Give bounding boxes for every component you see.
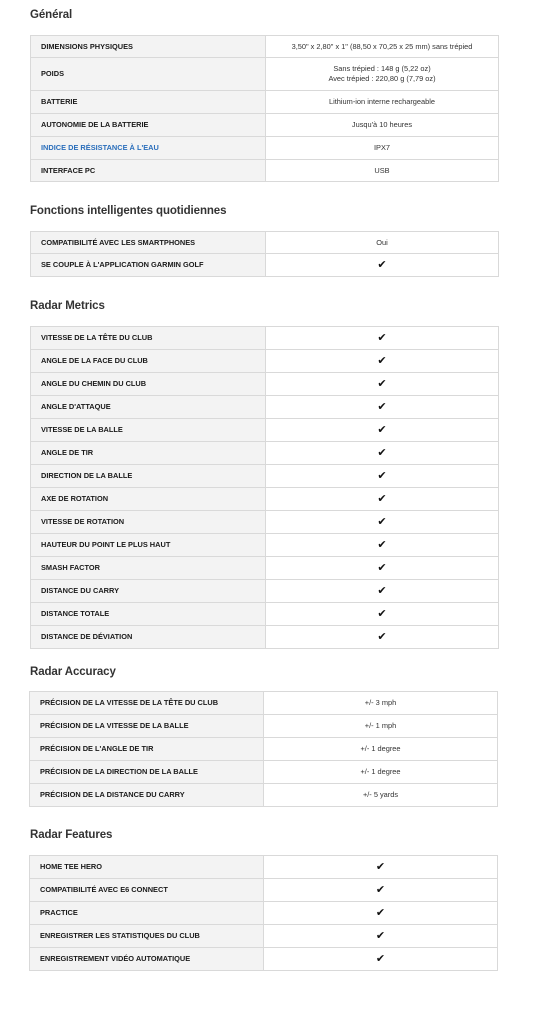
spec-value <box>266 396 499 419</box>
table-row <box>31 603 499 626</box>
spec-label: ENREGISTRER LES STATISTIQUES DU CLUB <box>30 925 264 948</box>
table-row <box>30 715 498 738</box>
checkmark-icon: ✔ <box>377 423 387 436</box>
checkmark-icon: ✔ <box>375 929 386 942</box>
table-row <box>31 580 499 603</box>
spec-label: ANGLE DU CHEMIN DU CLUB <box>31 373 266 396</box>
checkmark-icon: ✔ <box>375 952 386 965</box>
spec-label: DISTANCE DU CARRY <box>31 580 266 603</box>
spec-value <box>266 534 499 557</box>
table-row <box>31 254 499 277</box>
checkmark-icon: ✔ <box>375 883 386 896</box>
spec-value: IPX7 <box>266 137 499 160</box>
spec-value: +/- 1 degree <box>264 738 498 761</box>
checkmark-icon: ✔ <box>377 630 387 643</box>
spec-label: VITESSE DE LA TÊTE DU CLUB <box>31 327 266 350</box>
table-row <box>31 534 499 557</box>
spec-value: +/- 1 mph <box>264 715 498 738</box>
spec-value: Oui <box>266 232 499 254</box>
table-row <box>31 488 499 511</box>
table-row <box>30 761 498 784</box>
checkmark-icon: ✔ <box>377 515 387 528</box>
spec-value <box>266 442 499 465</box>
spec-value <box>266 327 499 350</box>
table-row <box>31 58 499 91</box>
spec-label: AUTONOMIE DE LA BATTERIE <box>31 114 266 137</box>
spec-label: INTERFACE PC <box>31 160 266 182</box>
spec-label: DISTANCE TOTALE <box>31 603 266 626</box>
water-rating-link[interactable]: INDICE DE RÉSISTANCE À L'EAU <box>31 137 266 160</box>
table-row <box>31 36 499 58</box>
section-title-radar-metrics: Radar Metrics <box>30 300 105 312</box>
table-row <box>31 465 499 488</box>
table-row <box>30 902 498 925</box>
general-specs-table <box>30 35 499 182</box>
spec-label: SMASH FACTOR <box>31 557 266 580</box>
table-row <box>30 856 498 879</box>
spec-label: ANGLE DE LA FACE DU CLUB <box>31 350 266 373</box>
spec-label: SE COUPLE À L'APPLICATION GARMIN GOLF <box>31 254 266 277</box>
radar-features-table <box>29 855 498 971</box>
spec-label: HOME TEE HERO <box>30 856 264 879</box>
spec-value <box>266 254 499 277</box>
spec-value: 3,50" x 2,80" x 1" (88,50 x 70,25 x 25 mm) sans trépied <box>266 36 499 58</box>
spec-value: Lithium-ion interne rechargeable <box>266 91 499 114</box>
spec-label: DIMENSIONS PHYSIQUES <box>31 36 266 58</box>
table-row <box>31 419 499 442</box>
radar-accuracy-table <box>29 691 498 807</box>
checkmark-icon: ✔ <box>377 377 387 390</box>
spec-label: DISTANCE DE DÉVIATION <box>31 626 266 649</box>
spec-value-line: Avec trépied : 220,80 g (7,79 oz) <box>328 74 436 83</box>
spec-label: PRÉCISION DE LA VITESSE DE LA TÊTE DU CLUB <box>30 692 264 715</box>
section-title-smart-features: Fonctions intelligentes quotidiennes <box>30 205 227 217</box>
spec-value <box>266 419 499 442</box>
table-row <box>31 91 499 114</box>
checkmark-icon: ✔ <box>375 906 386 919</box>
table-row <box>31 511 499 534</box>
table-row <box>30 692 498 715</box>
checkmark-icon: ✔ <box>377 492 387 505</box>
spec-label: PRÉCISION DE LA DIRECTION DE LA BALLE <box>30 761 264 784</box>
spec-value <box>264 902 498 925</box>
spec-value <box>264 948 498 971</box>
spec-label: ANGLE DE TIR <box>31 442 266 465</box>
checkmark-icon: ✔ <box>377 584 387 597</box>
spec-value <box>264 925 498 948</box>
spec-value <box>266 373 499 396</box>
spec-label: AXE DE ROTATION <box>31 488 266 511</box>
checkmark-icon: ✔ <box>377 446 387 459</box>
table-row <box>31 557 499 580</box>
spec-value <box>264 879 498 902</box>
table-row <box>30 948 498 971</box>
spec-value <box>266 557 499 580</box>
spec-label: ENREGISTREMENT VIDÉO AUTOMATIQUE <box>30 948 264 971</box>
table-row <box>31 442 499 465</box>
spec-label: PRÉCISION DE L'ANGLE DE TIR <box>30 738 264 761</box>
spec-label: BATTERIE <box>31 91 266 114</box>
spec-label: PRÉCISION DE LA VITESSE DE LA BALLE <box>30 715 264 738</box>
checkmark-icon: ✔ <box>377 400 387 413</box>
smart-features-table <box>30 231 499 277</box>
table-row <box>31 626 499 649</box>
section-title-radar-accuracy: Radar Accuracy <box>30 666 116 678</box>
checkmark-icon: ✔ <box>377 561 387 574</box>
table-row <box>31 137 499 160</box>
table-row <box>30 784 498 807</box>
spec-label: HAUTEUR DU POINT LE PLUS HAUT <box>31 534 266 557</box>
table-row <box>30 879 498 902</box>
checkmark-icon: ✔ <box>375 860 386 873</box>
spec-label: COMPATIBILITÉ AVEC LES SMARTPHONES <box>31 232 266 254</box>
spec-label: PRACTICE <box>30 902 264 925</box>
radar-metrics-table <box>30 326 499 649</box>
checkmark-icon: ✔ <box>377 607 387 620</box>
table-row <box>31 232 499 254</box>
spec-value <box>264 856 498 879</box>
spec-label: VITESSE DE LA BALLE <box>31 419 266 442</box>
spec-value <box>266 58 499 91</box>
table-row <box>31 160 499 182</box>
spec-value <box>266 488 499 511</box>
spec-value <box>266 511 499 534</box>
table-row <box>31 114 499 137</box>
spec-value <box>266 626 499 649</box>
spec-value-line: Sans trépied : 148 g (5,22 oz) <box>333 64 431 73</box>
checkmark-icon: ✔ <box>377 469 387 482</box>
spec-label: POIDS <box>31 58 266 91</box>
spec-label: DIRECTION DE LA BALLE <box>31 465 266 488</box>
checkmark-icon: ✔ <box>377 258 387 271</box>
spec-value: +/- 5 yards <box>264 784 498 807</box>
table-row <box>30 925 498 948</box>
spec-value: +/- 3 mph <box>264 692 498 715</box>
spec-label: COMPATIBILITÉ AVEC E6 CONNECT <box>30 879 264 902</box>
spec-label: PRÉCISION DE LA DISTANCE DU CARRY <box>30 784 264 807</box>
checkmark-icon: ✔ <box>377 538 387 551</box>
spec-value: +/- 1 degree <box>264 761 498 784</box>
table-row <box>30 738 498 761</box>
section-title-general: Général <box>30 9 73 21</box>
spec-value <box>266 580 499 603</box>
spec-value <box>266 603 499 626</box>
spec-value <box>266 350 499 373</box>
spec-value: Jusqu'à 10 heures <box>266 114 499 137</box>
spec-label: ANGLE D'ATTAQUE <box>31 396 266 419</box>
spec-value <box>266 465 499 488</box>
spec-label: VITESSE DE ROTATION <box>31 511 266 534</box>
table-row <box>31 373 499 396</box>
checkmark-icon: ✔ <box>377 354 387 367</box>
table-row <box>31 327 499 350</box>
table-row <box>31 350 499 373</box>
spec-value: USB <box>266 160 499 182</box>
checkmark-icon: ✔ <box>377 331 387 344</box>
section-title-radar-features: Radar Features <box>30 829 113 841</box>
table-row <box>31 396 499 419</box>
